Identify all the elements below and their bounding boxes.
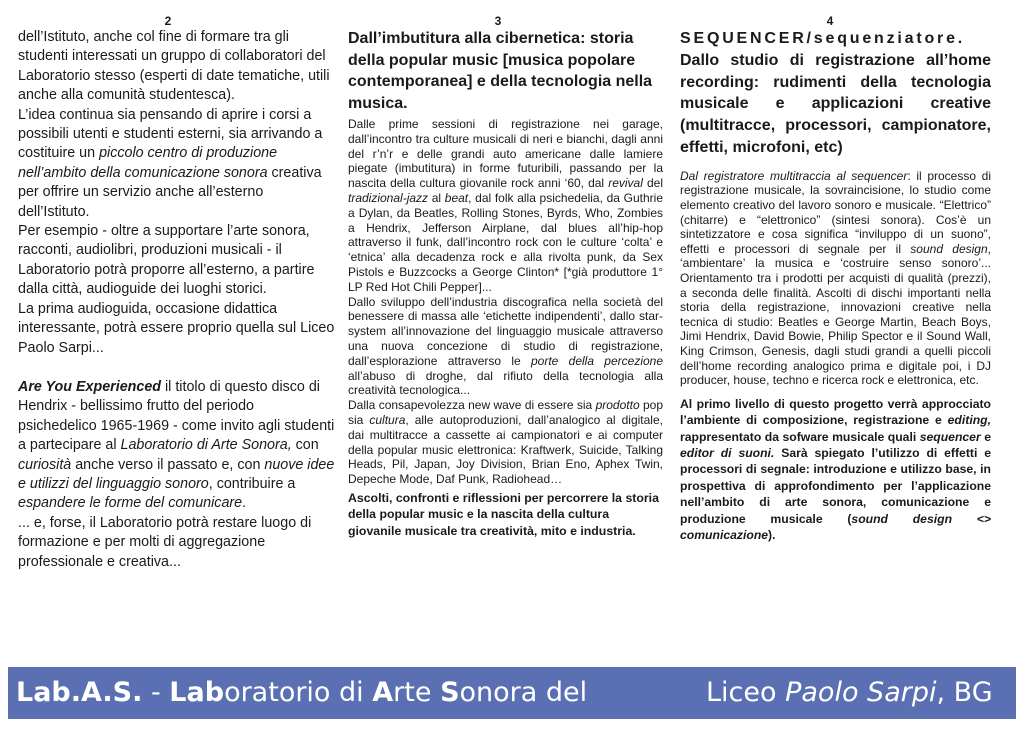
paragraph: Dal registratore multitraccia al sequencer: il processo di registrazione musicale, la sovraincisione, lo studio come elemento creativo del lavoro sonoro e musicale. “Elettrico” (chitarre) e “elettronico” (sintesi sonora). Cos’è un sintetizzatore e cosa significa “inviluppo di un suono”, effetti e processori di segnale per il sound design, ‘ambientare’ la musica e ‘costruire senso sonoro’... Orientamento tra i prodotti per acquisti di qualità (prezzi), a seconda delle finalità. Ascolti di dischi importanti nella storia della registrazione, innovazioni creative nella tecnica di studio: Beatles e George Martin, Beach Boys, Jimi Hendrix, David Bowie, Philip Spector e il Sound Wall, King Crimson, Genesis, dagli studi grandi a quelli piccoli dell’home recording analogico prima e digitale poi, i DJ producer, house, techno e ricerca rock e elettronica, etc. [680,168,992,388]
page-number: 4 [826,14,834,28]
page-2-column [18,14,336,572]
page-3-column [348,14,663,539]
paragraph: Are You Experienced il titolo di questo disco di Hendrix - bellissimo frutto del periodo psichedelico 1965-1969 - come invito agli studenti a partecipare al Laboratorio di Arte Sonora, con curiosità anche verso il passato e, con nuove idee e utilizzi del linguaggio sonoro, contribuire a espandere le forme del comunicare. [18,378,335,512]
paragraph: ... e, forse, il Laboratorio potrà restare luogo di formazione e per molti di aggregazione professionale e creativa... [18,514,312,570]
summary-paragraph: Ascolti, confronti e riflessioni per percorrere la storia della popular music e la nascita della cultura giovanile musicale tra creatività, mito e industria. [348,490,659,538]
banner-school: Liceo Paolo Sarpi, BG [706,677,993,708]
page-4-column [680,14,991,543]
paragraph: Dallo sviluppo dell’industria discografica nella società del benessere di massa alle ‘etichette indipendenti’, dallo star-system all’innovazione del linguaggio musicale attraverso una nuova concezione di studio di registrazione, dall’esplorazione attraverso le porte della percezione all’abuso di droghe, dal rifiuto della tecnologia alla creatività tecnologica... [348,294,664,398]
paragraph: Dalla consapevolezza new wave di essere sia prodotto pop sia cultura, alle autoproduzioni, dall’analogico al digitale, dai multitracce a cassette ai campionatori e ai computer della popular music elettronica: Kraftwerk, Suicide, Talking Heads, Pil, Japan, Joy Division, Brian Eno, Aphex Twin, Depeche Mode, Daf Punk, Radiohead… [348,398,663,487]
banner-title: Lab.A.S. - Laboratorio di Arte Sonora del [16,677,588,708]
paragraph: L’idea continua sia pensando di aprire i corsi a possibili utenti e studenti esterni, sia arrivando a costituire un piccolo centro di produzione nell’ambito della comunicazione sonora creativa per offrire un servizio anche all’esterno dell’Istituto. [18,106,323,220]
section-heading: Dall’imbutitura alla cibernetica: storia della popular music [musica popolare contemporanea] e della tecnologia nella musica. [348,30,653,112]
paragraph: Dalle prime sessioni di registrazione nei garage, dall’incontro tra culture musicali di neri e bianchi, dagli anni del r’n’r e delle grandi auto americane dalle lamiere piegate (imbutitura) in forme futuribili, passando per la nascita della cultura giovanile rock anni ‘60, dal revival del tradizional-jazz al beat, dal folk alla psichedelia, da Guthrie a Dylan, da Beatles, Rolling Stones, Byrds, Who, Zombies a Hendrix, Jefferson Airplane, dal blues all’hip-hop attraverso il funk, dall’incontro rock con le culture ‘colta’ e ‘etnica’ alla decadenza rock e alla rivolta punk, da Sex Pistols e Buzzcocks a George Clinton* [*già produttore 1° LP Red Hot Chili Pepper]... [348,117,664,294]
paragraph: La prima audioguida, occasione didattica interessante, potrà essere proprio quella sul Liceo Paolo Sarpi... [18,300,335,356]
page-number: 3 [494,14,502,28]
paragraph: dell’Istituto, anche col fine di formare tra gli studenti interessati un gruppo di collaboratori del Laboratorio stesso (esperti di date tematiche, utili anche alla comunità studentesca). [18,29,330,104]
footer-banner [8,667,1016,719]
summary-paragraph: Al primo livello di questo progetto verrà approcciato l’ambiente di composizione, registrazione e editing, rappresentato da sofware musicale quali sequencer e editor di suoni. Sarà spiegato l’utilizzo di effetti e processori di segnale: introduzione e utilizzo base, in prospettiva di approfondimento per l’applicazione nell’ambito di arte sonora, comunicazione e produzione musicale (sound design <> comunicazione). [680,396,992,542]
paragraph: Per esempio - oltre a supportare l’arte sonora, racconti, audiolibri, produzioni musicali - il Laboratorio potrà proporre all’esterno, a partire dalla città, audioguide dei luoghi storici. [18,223,315,298]
section-heading: SEQUENCER/sequenziatore. Dallo studio di registrazione all’home recording: rudimenti della tecnologia musicale e applicazioni creative (multitracce, processori, campionatore, effetti, microfoni, etc) [680,30,991,156]
page-number: 2 [164,14,172,28]
